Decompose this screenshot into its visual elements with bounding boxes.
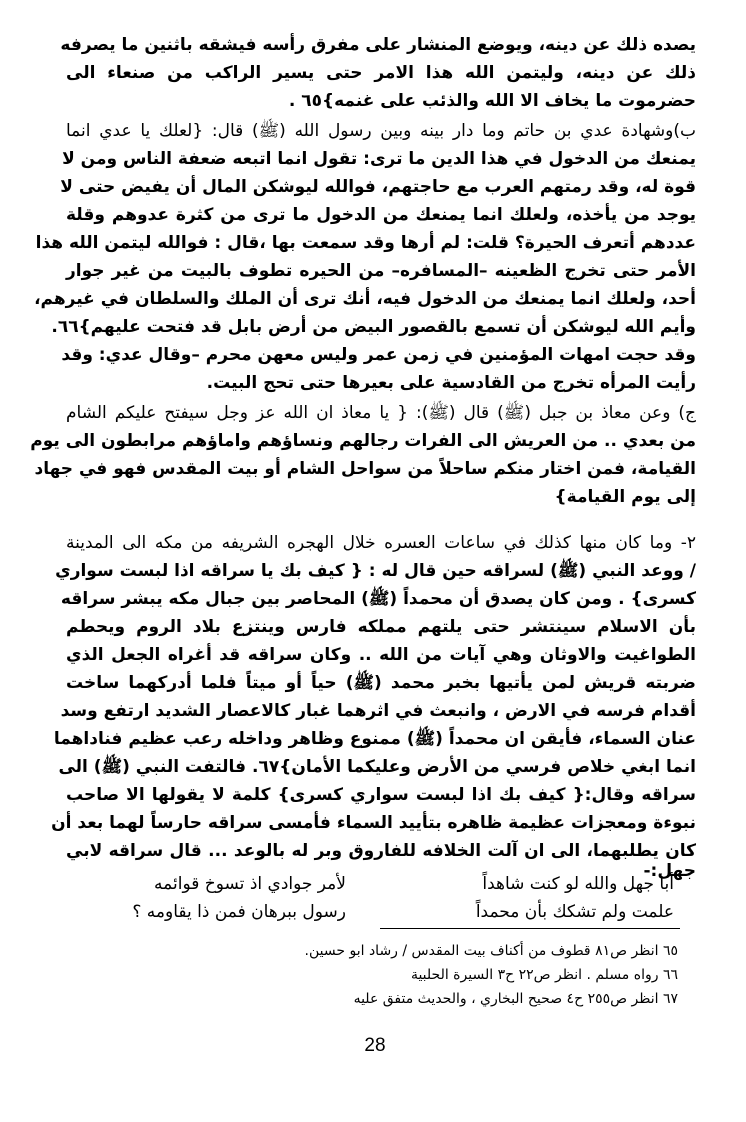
body-line: ٢- وما كان منها كذلك في ساعات العسره خلال الهجره الشريفه من مكه الى المدينة [66, 533, 696, 553]
body-line: قوة له، وقد رمتهم العرب مع حاجتهم، فوالله ليوشكن المال أن يفيض حتى لا [60, 177, 696, 197]
body-line: ذلك عن دينه، وليتمن الله هذا الامر حتى يسير الراكب من صنعاء الى [66, 63, 696, 83]
footnote-divider [380, 928, 680, 929]
poem-verse-left: رسول ببرهان فمن ذا يقاومه ؟ [132, 902, 346, 922]
body-line: ضربته قريش لمن يأتيها بخبر محمد (ﷺ) حياً أو ميتاً فلما أدركهما ساخت [66, 673, 696, 693]
poem-verse-right: علمت ولم تشكك بأن محمداً [475, 902, 674, 922]
footnote: ٦٧ انظر ص٢٥٥ ح٤ صحيح البخاري ، والحديث متفق عليه [353, 991, 678, 1007]
footnote: ٦٥ انظر ص٨١ قطوف من أكناف بيت المقدس / رشاد ابو حسين. [304, 943, 678, 959]
body-line: يمنعك من الدخول في هذا الدين ما ترى: تقول انما اتبعه ضعفة الناس ومن لا [62, 149, 696, 169]
body-line: رأيت المرأه تخرج من القادسية على بعيرها حتى تحج البيت. [206, 373, 696, 393]
body-line: عنان السماء، فأيقن ان محمداً (ﷺ) ممنوع وظاهر وداخله رعب عظيم فناداهما [53, 729, 696, 749]
page-number: 28 [364, 1035, 386, 1056]
body-line: أحد، ولعلك انما يمنعك من الدخول فيه، أنك ترى أن الملك والسلطان في غيرهم، [34, 289, 696, 309]
body-line: ب)وشهادة عدي بن حاتم وما دار بينه وبين رسول الله (ﷺ) قال: {لعلك يا عدي انما [66, 121, 696, 141]
body-line: جهل:- [643, 861, 696, 881]
body-line: يصده ذلك عن دينه، ويوضع المنشار على مفرق رأسه فيشقه باثنين ما يصرفه [60, 35, 696, 55]
poem-verse-left: لأمر جوادي اذ تسوخ قوائمه [154, 874, 346, 894]
body-line: كان يطلبهما، الى ان آلت الخلافه للفاروق وبر له بالوعد ... قال سراقه لابي [66, 841, 696, 861]
body-line: نبوءة ومعجزات عظيمة ظاهره بتأييد السماء فأمسى سراقه حارساً لهما بعد أن [51, 813, 696, 833]
body-line: سراقه وقال:{ كيف بك اذا لبست سواري كسرى} كلمة لا يقولها الا صاحب [66, 785, 696, 805]
body-line: وأيم الله ليوشكن أن تسمع بالقصور البيض من أرض بابل قد فتحت عليهم}٦٦. [51, 317, 696, 337]
body-line: من بعدي .. من العريش الى الفرات رجالهم ونساؤهم واماؤهم مرابطون الى يوم [30, 431, 696, 451]
body-line: الطواغيت والاوثان وهي آيات من الله .. وكان سراقه قد أغراه الجعل الذي [66, 645, 696, 665]
body-line: ج) وعن معاذ بن جبل (ﷺ) قال (ﷺ): { يا معاذ ان الله عز وجل سيفتح عليكم الشام [66, 403, 696, 423]
body-line: أقدام فرسه في الارض ، وانبعث في اثرهما غبار كالاعصار الشديد ارتفع وسد [60, 701, 696, 721]
body-line: إلى يوم القيامة} [554, 487, 696, 507]
body-line: بأن الاسلام سينتشر حتى يلتهم مملكه فارس وينتزع بلاد الروم ويحطم [66, 617, 696, 637]
body-line: القيامة، فمن اختار منكم ساحلاً من سواحل الشام أو بيت المقدس فهو في جهاد [34, 459, 696, 479]
body-line: كسرى} . ومن كان يصدق أن محمداً (ﷺ) المحاصر بين جبال مكه يبشر سراقه [60, 589, 696, 609]
body-line: عددهم أتعرف الحيرة؟ قلت: لم أرها وقد سمعت بها ،قال : فوالله ليتمن الله هذا [35, 233, 696, 253]
body-line: انما ابغي خلاص فرسي من الأرض وعليكما الأمان}٦٧. فالتفت النبي (ﷺ) الى [58, 757, 696, 777]
body-line: وقد حجت امهات المؤمنين في زمن عمر وليس معهن محرم –وقال عدي: وقد [61, 345, 696, 365]
body-line: يوجد من يأخذه، ولعلك انما يمنعك من الدخول ما ترى من كثرة عدوهم وقلة [66, 205, 696, 225]
footnote: ٦٦ رواه مسلم . انظر ص٢٢ ح٣ السيرة الحلبية [410, 967, 678, 983]
body-line: حضرموت ما يخاف الا الله والذئب على غنمه}٦٥ . [288, 91, 696, 111]
body-line: / ووعد النبي (ﷺ) لسراقه حين قال له : { كيف بك يا سراقه اذا لبست سواري [55, 561, 696, 581]
body-line: الأمر حتى تخرج الظعينه –المسافره– من الحيره تطوف بالبيت من غير جوار [66, 261, 696, 281]
poem-verse-right: أبا جهل والله لو كنت شاهداً [482, 874, 674, 894]
